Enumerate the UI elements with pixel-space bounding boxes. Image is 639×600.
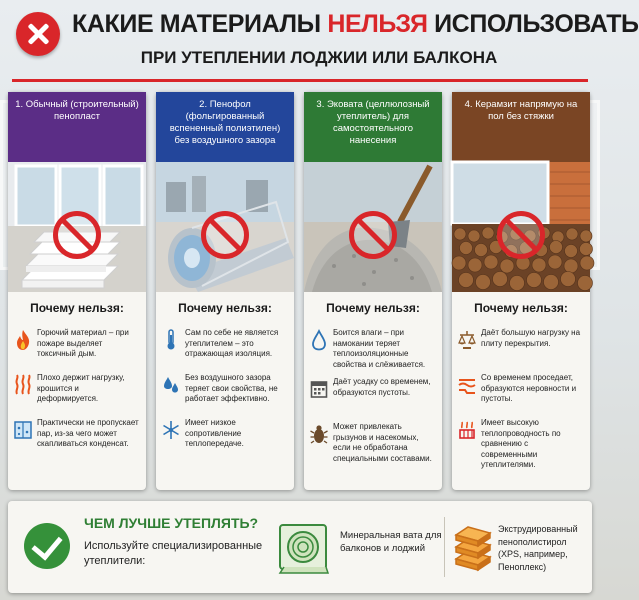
card-header: 3. Эковата (целлюлозный утеплитель) для самостоятельного нанесения	[304, 92, 442, 162]
heat-waves-icon	[14, 374, 32, 396]
foil-insulation-roll-image	[156, 162, 294, 292]
ban-icon	[497, 211, 545, 259]
mineral-wool-roll-icon	[276, 517, 334, 577]
options-divider	[444, 517, 445, 577]
reason-item: Даёт усадку со временем, образуются пустоты.	[310, 377, 436, 415]
thermometer-icon	[162, 329, 180, 351]
header-divider	[12, 79, 588, 82]
card-expanded-clay	[452, 92, 590, 490]
why-heading: Почему нельзя:	[474, 301, 568, 315]
condensation-icon	[14, 419, 32, 441]
fire-icon	[14, 329, 32, 351]
card-header: 1. Обычный (строительный) пенопласт	[8, 92, 146, 162]
white-foam-sheets-image	[8, 162, 146, 292]
snowflake-icon	[162, 419, 180, 441]
reason-item: Плохо держит нагрузку, крошится и деформируется.	[14, 373, 140, 411]
header	[0, 0, 639, 86]
reason-item: Имеет низкое сопротивление теплопередаче.	[162, 418, 288, 456]
card-penofol	[156, 92, 294, 490]
ecowool-pile-with-shovel-image	[304, 162, 442, 292]
xps-boards-icon	[452, 521, 494, 571]
check-icon	[24, 523, 70, 569]
ban-icon	[349, 211, 397, 259]
option-xps: Экструдированный пенополистирол (XPS, например, Пеноплекс)	[498, 524, 578, 572]
reason-item: Со временем проседает, образуются неровности и пустоты.	[458, 373, 584, 411]
radiator-heat-icon	[458, 419, 476, 441]
bug-icon	[310, 423, 328, 445]
why-heading: Почему нельзя:	[178, 301, 272, 315]
option-mineral-wool: Минеральная вата для балконов и лоджий	[340, 530, 442, 554]
reason-item: Боится влаги – при намокании теряет теплоизоляционные свойства и слёживается.	[310, 328, 436, 370]
recommendation-subtitle: Используйте специализированные утеплители:	[84, 540, 263, 567]
page-subtitle: ПРИ УТЕПЛЕНИИ ЛОДЖИИ ИЛИ БАЛКОНА	[140, 48, 498, 67]
expanded-clay-floor-image	[452, 162, 590, 292]
page-title: КАКИЕ МАТЕРИАЛЫ НЕЛЬЗЯ ИСПОЛЬЗОВАТЬ	[72, 10, 639, 38]
why-heading: Почему нельзя:	[30, 301, 124, 315]
recommendation-panel	[8, 501, 592, 593]
card-styrofoam	[8, 92, 146, 490]
reason-item: Практически не пропускает пар, из-за чего может скапливаться конденсат.	[14, 418, 140, 456]
reason-item: Может привлекать грызунов и насекомых, если не обработана специальными составами.	[310, 422, 436, 464]
card-header: 2. Пенофол (фольгированный вспененный полиэтилен) без воздушного зазора	[156, 92, 294, 162]
recommendation-title: ЧЕМ ЛУЧШЕ УТЕПЛЯТЬ?	[84, 515, 259, 531]
card-ecowool	[304, 92, 442, 490]
reason-item: Даёт большую нагрузку на плиту перекрытия.	[458, 328, 584, 366]
calendar-icon	[310, 378, 328, 400]
ban-icon	[201, 211, 249, 259]
weights-icon	[458, 329, 476, 351]
ban-icon	[53, 211, 101, 259]
card-header: 4. Керамзит напрямую на пол без стяжки	[452, 92, 590, 162]
uneven-surface-icon	[458, 374, 476, 396]
reason-item: Имеет высокую теплопроводность по сравнению с современными утеплителями.	[458, 418, 584, 471]
reason-item: Без воздушного зазора теряет свои свойства, не работает эффективно.	[162, 373, 288, 411]
droplets-icon	[162, 374, 180, 396]
why-heading: Почему нельзя:	[326, 301, 420, 315]
reason-item: Горючий материал – при пожаре выделяет токсичный дым.	[14, 328, 140, 366]
water-drop-icon	[310, 329, 328, 351]
reason-item: Сам по себе не является утеплителем – это отражающая изоляция.	[162, 328, 288, 366]
